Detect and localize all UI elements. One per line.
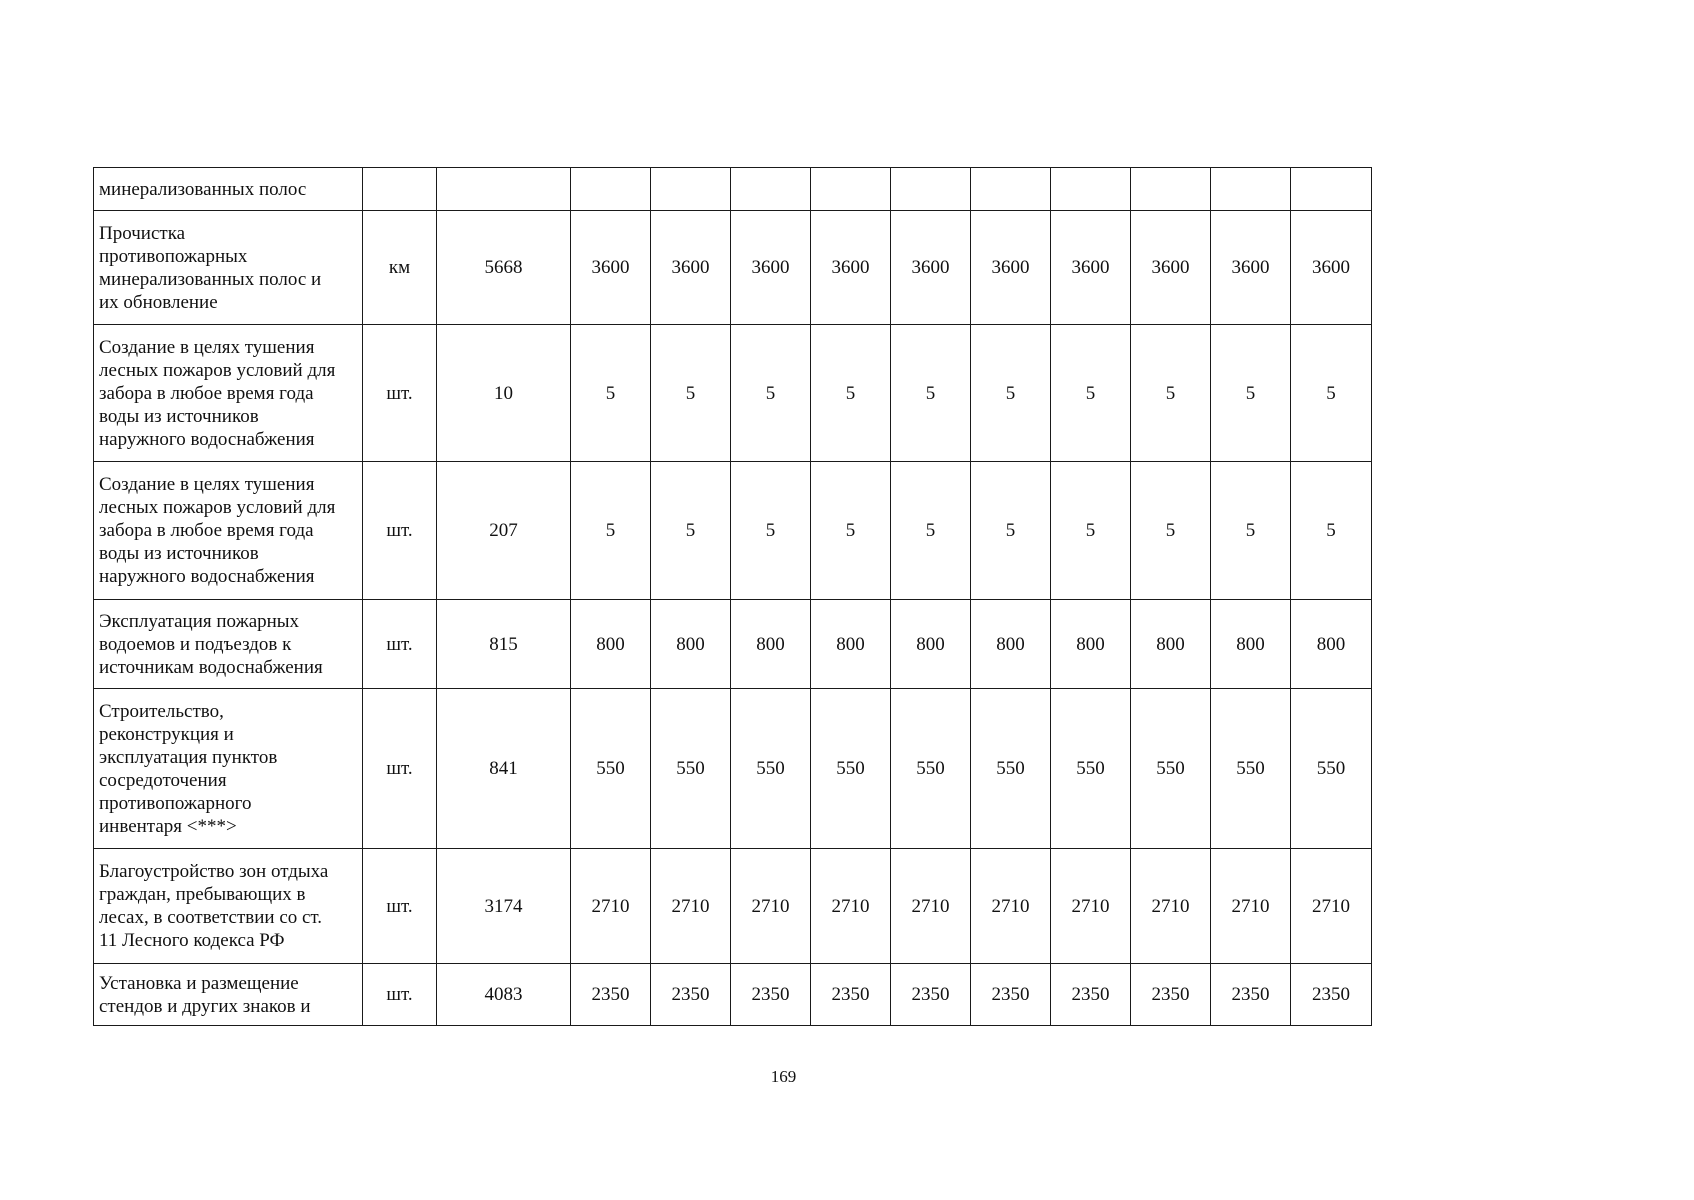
year-value-cell bbox=[891, 168, 971, 211]
year-value-cell: 2710 bbox=[891, 849, 971, 964]
year-value-cell: 3600 bbox=[731, 211, 811, 325]
year-value-cell: 2350 bbox=[651, 964, 731, 1026]
activity-name-line: стендов и других знаков и bbox=[99, 995, 311, 1017]
activity-name-cell bbox=[94, 689, 363, 849]
year-value-cell: 2710 bbox=[571, 849, 651, 964]
table-row bbox=[94, 849, 1372, 964]
year-value-cell: 5 bbox=[1131, 462, 1211, 600]
year-value-cell: 550 bbox=[651, 689, 731, 849]
table-row bbox=[94, 325, 1372, 462]
activity-name-line: Прочистка bbox=[99, 222, 186, 244]
unit-cell: шт. bbox=[363, 689, 437, 849]
year-value-cell: 5 bbox=[571, 462, 651, 600]
year-value-cell: 800 bbox=[1291, 600, 1372, 689]
activity-name-line: лесах, в соответствии со ст. bbox=[99, 907, 323, 928]
year-value-cell: 5 bbox=[891, 325, 971, 462]
year-value-cell: 800 bbox=[1131, 600, 1211, 689]
year-value-cell: 3600 bbox=[1051, 211, 1131, 325]
year-value-cell: 2710 bbox=[1291, 849, 1372, 964]
year-value-cell: 550 bbox=[1291, 689, 1372, 849]
table-row bbox=[94, 462, 1372, 600]
unit-cell: шт. bbox=[363, 462, 437, 600]
year-value-cell: 800 bbox=[971, 600, 1051, 689]
year-value-cell bbox=[1211, 168, 1291, 211]
activity-name-line: сосредоточения bbox=[99, 769, 227, 791]
year-value-cell bbox=[1291, 168, 1372, 211]
year-value-cell: 550 bbox=[1131, 689, 1211, 849]
year-value-cell: 2350 bbox=[1211, 964, 1291, 1026]
table-row bbox=[94, 600, 1372, 689]
year-value-cell: 2710 bbox=[1051, 849, 1131, 964]
page-number: 169 bbox=[770, 1067, 797, 1086]
activity-name-line: реконструкция и bbox=[99, 723, 234, 745]
total-value-cell: 4083 bbox=[437, 964, 571, 1026]
year-value-cell: 2350 bbox=[1291, 964, 1372, 1026]
unit-cell: шт. bbox=[363, 600, 437, 689]
year-value-cell: 550 bbox=[1211, 689, 1291, 849]
activity-name-line: минерализованных полос и bbox=[99, 268, 322, 290]
year-value-cell: 550 bbox=[811, 689, 891, 849]
total-value-cell: 841 bbox=[437, 689, 571, 849]
year-value-cell: 550 bbox=[731, 689, 811, 849]
year-value-cell: 5 bbox=[1131, 325, 1211, 462]
year-value-cell: 2350 bbox=[571, 964, 651, 1026]
activity-name-line: противопожарных bbox=[99, 245, 248, 267]
year-value-cell: 3600 bbox=[651, 211, 731, 325]
year-value-cell: 550 bbox=[571, 689, 651, 849]
activity-name-line: источникам водоснабжения bbox=[99, 656, 323, 678]
table-row bbox=[94, 211, 1372, 325]
year-value-cell bbox=[651, 168, 731, 211]
year-value-cell: 5 bbox=[971, 462, 1051, 600]
year-value-cell: 3600 bbox=[891, 211, 971, 325]
activity-name-line: Создание в целях тушения bbox=[99, 336, 315, 358]
year-value-cell: 550 bbox=[971, 689, 1051, 849]
activity-name-line: воды из источников bbox=[99, 543, 259, 564]
unit-cell: км bbox=[363, 211, 437, 325]
year-value-cell: 2350 bbox=[891, 964, 971, 1026]
year-value-cell: 5 bbox=[811, 462, 891, 600]
year-value-cell: 3600 bbox=[1131, 211, 1211, 325]
year-value-cell: 800 bbox=[731, 600, 811, 689]
year-value-cell bbox=[971, 168, 1051, 211]
year-value-cell: 5 bbox=[1051, 462, 1131, 600]
year-value-cell: 2710 bbox=[811, 849, 891, 964]
year-value-cell: 2350 bbox=[1131, 964, 1211, 1026]
year-value-cell: 5 bbox=[1211, 325, 1291, 462]
activity-name-line: минерализованных полос bbox=[99, 178, 307, 200]
table-body bbox=[94, 168, 1372, 1026]
unit-cell: шт. bbox=[363, 325, 437, 462]
year-value-cell: 5 bbox=[971, 325, 1051, 462]
activity-name-line: наружного водоснабжения bbox=[99, 428, 315, 450]
year-value-cell: 800 bbox=[1051, 600, 1131, 689]
total-value-cell: 5668 bbox=[437, 211, 571, 325]
activity-name-cell bbox=[94, 168, 363, 211]
activity-name-cell bbox=[94, 211, 363, 325]
total-value-cell: 815 bbox=[437, 600, 571, 689]
activity-name-line: Эксплуатация пожарных bbox=[99, 610, 300, 632]
year-value-cell: 5 bbox=[891, 462, 971, 600]
year-value-cell: 2710 bbox=[651, 849, 731, 964]
year-value-cell bbox=[1131, 168, 1211, 211]
unit-cell: шт. bbox=[363, 964, 437, 1026]
year-value-cell: 550 bbox=[891, 689, 971, 849]
year-value-cell: 5 bbox=[1291, 462, 1372, 600]
year-value-cell bbox=[811, 168, 891, 211]
year-value-cell: 2710 bbox=[1211, 849, 1291, 964]
year-value-cell: 2710 bbox=[1131, 849, 1211, 964]
activity-name-line: лесных пожаров условий для bbox=[99, 497, 336, 518]
year-value-cell: 800 bbox=[1211, 600, 1291, 689]
year-value-cell: 5 bbox=[731, 325, 811, 462]
activity-name-cell bbox=[94, 964, 363, 1026]
activity-name-line: их обновление bbox=[99, 291, 218, 313]
year-value-cell: 5 bbox=[651, 462, 731, 600]
activity-name-line: Строительство, bbox=[99, 700, 224, 722]
unit-cell: шт. bbox=[363, 849, 437, 964]
year-value-cell: 3600 bbox=[811, 211, 891, 325]
year-value-cell: 2350 bbox=[731, 964, 811, 1026]
year-value-cell: 2710 bbox=[971, 849, 1051, 964]
total-value-cell: 10 bbox=[437, 325, 571, 462]
table-row bbox=[94, 689, 1372, 849]
activity-name-line: Установка и размещение bbox=[99, 972, 299, 994]
table-row bbox=[94, 168, 1372, 211]
activity-name-line: воды из источников bbox=[99, 405, 259, 427]
year-value-cell bbox=[731, 168, 811, 211]
year-value-cell: 550 bbox=[1051, 689, 1131, 849]
year-value-cell: 800 bbox=[651, 600, 731, 689]
activity-name-line: забора в любое время года bbox=[99, 520, 314, 541]
year-value-cell: 3600 bbox=[1211, 211, 1291, 325]
year-value-cell: 2350 bbox=[971, 964, 1051, 1026]
activity-name-cell bbox=[94, 462, 363, 600]
activity-name-line: Благоустройство зон отдыха bbox=[99, 861, 329, 882]
year-value-cell: 3600 bbox=[1291, 211, 1372, 325]
activity-name-line: противопожарного bbox=[99, 792, 252, 814]
total-value-cell: 3174 bbox=[437, 849, 571, 964]
year-value-cell: 2350 bbox=[1051, 964, 1131, 1026]
year-value-cell: 5 bbox=[651, 325, 731, 462]
activity-name-line: водоемов и подъездов к bbox=[99, 633, 292, 655]
year-value-cell: 2350 bbox=[811, 964, 891, 1026]
activity-name-cell bbox=[94, 849, 363, 964]
year-value-cell bbox=[571, 168, 651, 211]
year-value-cell: 5 bbox=[571, 325, 651, 462]
activity-name-line: эксплуатация пунктов bbox=[99, 746, 278, 768]
activities-table bbox=[93, 167, 1372, 1026]
year-value-cell: 3600 bbox=[971, 211, 1051, 325]
activity-name-line: наружного водоснабжения bbox=[99, 566, 315, 587]
year-value-cell: 5 bbox=[1291, 325, 1372, 462]
activity-name-line: граждан, пребывающих в bbox=[99, 884, 306, 905]
year-value-cell: 800 bbox=[571, 600, 651, 689]
activity-name-line: лесных пожаров условий для bbox=[99, 359, 336, 381]
activity-name-cell bbox=[94, 325, 363, 462]
year-value-cell: 5 bbox=[1211, 462, 1291, 600]
year-value-cell: 2710 bbox=[731, 849, 811, 964]
activity-name-line: инвентаря <***> bbox=[99, 815, 237, 837]
activity-name-line: Создание в целях тушения bbox=[99, 474, 315, 495]
year-value-cell bbox=[1051, 168, 1131, 211]
activity-name-line: забора в любое время года bbox=[99, 382, 314, 404]
year-value-cell: 5 bbox=[731, 462, 811, 600]
unit-cell bbox=[363, 168, 437, 211]
year-value-cell: 800 bbox=[811, 600, 891, 689]
year-value-cell: 800 bbox=[891, 600, 971, 689]
total-value-cell: 207 bbox=[437, 462, 571, 600]
year-value-cell: 3600 bbox=[571, 211, 651, 325]
table-row bbox=[94, 964, 1372, 1026]
activity-name-line: 11 Лесного кодекса РФ bbox=[99, 930, 285, 951]
activity-name-cell bbox=[94, 600, 363, 689]
year-value-cell: 5 bbox=[1051, 325, 1131, 462]
total-value-cell bbox=[437, 168, 571, 211]
year-value-cell: 5 bbox=[811, 325, 891, 462]
